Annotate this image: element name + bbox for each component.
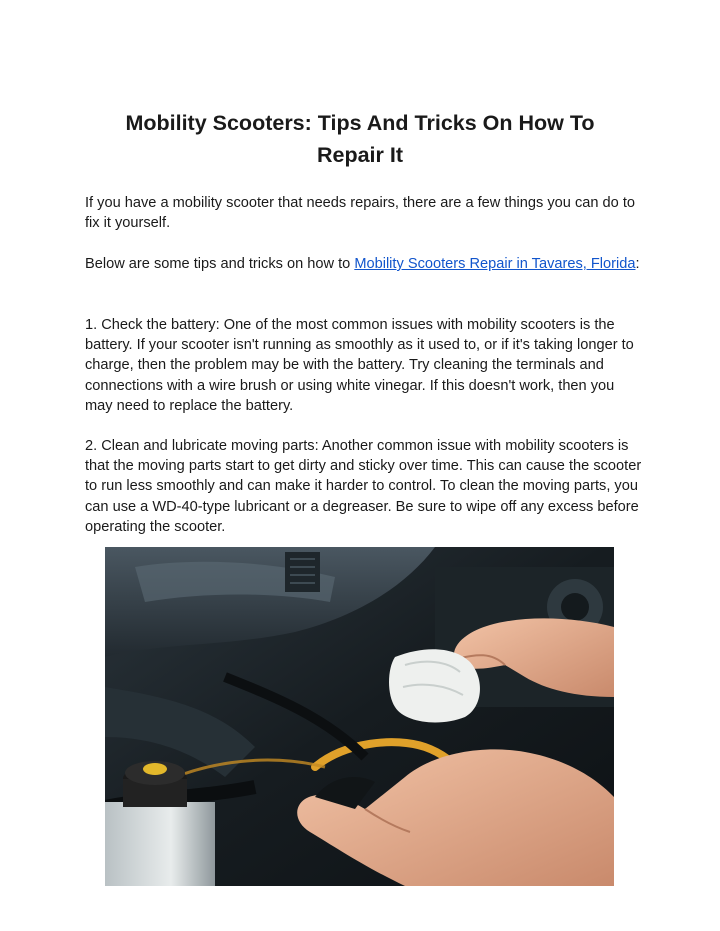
tip-lubricate-paragraph: 2. Clean and lubricate moving parts: Another common issue with mobility scooters is that the moving parts start to get dirty and sticky over time. This can cause the scooter to run less smoothly and can make it harder to control. To clean the moving parts, you can use a WD-40-type lubricant or a degreaser. Be sure to wipe off any excess before operating the scooter. [85,438,642,535]
intro-paragraph: If you have a mobility scooter that needs repairs, there are a few things you can do to fix it yourself. [85,195,636,232]
page-title [84,107,636,171]
title-line-1: Mobility Scooters: Tips And Tricks On How To [125,111,595,135]
lead-text: Below are some tips and tricks on how to [85,256,355,272]
title-line-2: Repair It [316,143,404,167]
lead-colon: : [635,256,640,272]
lead-paragraph [85,254,645,274]
engine-repair-photo [105,547,614,886]
repair-link[interactable]: Mobility Scooters Repair in Tavares, Florida [354,256,636,272]
tip-battery-paragraph: 1. Check the battery: One of the most common issues with mobility scooters is the battery. If your scooter isn't running as smoothly as it used to, or if it's taking longer to charge, then the problem may be with the battery. Try cleaning the terminals and connections with a wire brush or using white vinegar. If this doesn't work, then you may need to replace the battery. [85,317,634,414]
